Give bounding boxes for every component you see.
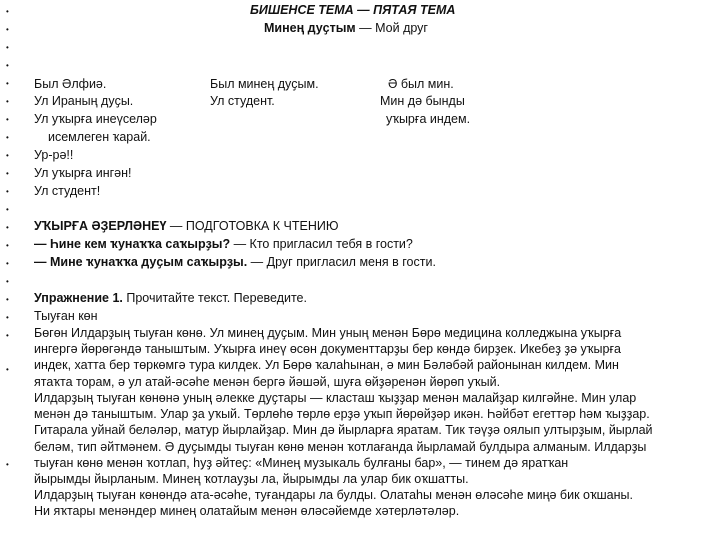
bullet: •: [6, 295, 9, 304]
col1-line: Был Әлфиә.: [34, 77, 107, 91]
col1-line: Ул студент!: [34, 184, 101, 198]
prep-answer-russian: — Друг пригласил меня в гости.: [247, 255, 436, 269]
bullet: •: [6, 187, 9, 196]
bullet: •: [6, 25, 9, 34]
col1-line: исемлеген ҡарай.: [48, 130, 151, 144]
prep-question-bashkir: — Һине кем ҡунаҡҡа саҡырҙы?: [34, 237, 231, 251]
paragraph-line: Бөгөн Илдарҙың тыуған көнө. Ул минең дуҫым. Мин уның менән Бөрө медицина колледжына уҡырға: [34, 326, 622, 340]
bullet: •: [6, 151, 9, 160]
bullet: •: [6, 331, 9, 340]
bullet: •: [6, 313, 9, 322]
paragraph-2: [34, 390, 714, 487]
paragraph-3: [34, 487, 714, 519]
exercise-instruction: Прочитайте текст. Переведите.: [122, 291, 307, 305]
bullet: •: [6, 43, 9, 52]
paragraph-1: [34, 325, 714, 390]
prep-question: [34, 236, 413, 252]
prep-heading: [34, 218, 338, 234]
paragraph-line: йырымды йырланым. Минең ҡотлауҙы ла, йырымды ла улар бик оҡшатты.: [34, 472, 469, 487]
bullet: •: [6, 223, 9, 232]
bullet: •: [6, 205, 9, 214]
paragraph-line: тыуған көнө менән ҡотлап, һуҙ әйтеҫ: «Минең музыкаль булғаны бар», — тинем дә яратҡан: [34, 455, 569, 470]
bullet: •: [6, 277, 9, 286]
col3-line: Ә был мин.: [388, 77, 454, 91]
paragraph-line: Ни яҡтары менәндер минең олатайым менән өләсәйемде хәтерләтәләр.: [34, 504, 460, 519]
bullet: •: [6, 7, 9, 16]
bullet: •: [6, 259, 9, 268]
paragraph-line: индек, хатта бер төркөмгә тура килдек. Ул Бөрө ҡалаһынан, ә мин Бәләбәй районынан килдем. Мин: [34, 358, 619, 373]
page-subtitle: [264, 20, 428, 36]
col3-line: уҡырға индем.: [386, 112, 471, 126]
paragraph-line: Гитарала уйнай беләләр, матур йырлайҙар. Мин дә йырларға яратам. Тик тәүҙә оялып ултырҙым, йырлай: [34, 423, 653, 438]
subtitle-bashkir: Минең дуҫтым: [264, 21, 356, 35]
prep-answer-bashkir: — Мине ҡунаҡҡа дуҫым саҡырҙы.: [34, 255, 248, 269]
prep-answer: [34, 254, 436, 270]
bullet: •: [6, 61, 9, 70]
bullet: •: [6, 365, 9, 374]
bullet: •: [6, 133, 9, 142]
text-title: Тыуған көн: [34, 309, 98, 323]
paragraph-line: Илдарҙың тыуған көнөндә ата-әсәһе, туғандары ла булды. Олатаһы менән өләсәһе миңә бик оҡшаны.: [34, 488, 633, 502]
col1-line: Ул уҡырға инеүселәр: [34, 112, 157, 126]
col1-line: Ул уҡырға ингән!: [34, 166, 132, 180]
bullet: •: [6, 115, 9, 124]
subtitle-russian: — Мой друг: [355, 21, 428, 35]
col1-line: Ур-рә!!: [34, 148, 74, 162]
page-title: БИШЕНСЕ ТЕМА — ПЯТАЯ ТЕМА: [250, 3, 456, 17]
bullet: •: [6, 169, 9, 178]
col2-line: Был минең дуҫым.: [210, 77, 319, 91]
prep-heading-russian: — ПОДГОТОВКА К ЧТЕНИЮ: [166, 219, 339, 233]
col1-line: Ул Ираның дуҫы.: [34, 94, 134, 108]
exercise-heading: [34, 290, 307, 306]
paragraph-line: менән дә таныштым. Улар ҙа уҡый. Төрлөһө төрлө ерҙә уҡып йөрөйҙәр икән. Һәйбәт егеттәр һәм ҡыҙҙар.: [34, 407, 650, 422]
prep-heading-bashkir: УҠЫРҒА ӘҘЕРЛӘНЕҮ: [34, 219, 167, 233]
prep-question-russian: — Кто пригласил тебя в гости?: [230, 237, 413, 251]
col3-line: Мин дә бынды: [380, 94, 465, 108]
bullet: •: [6, 241, 9, 250]
paragraph-line: беләм, тип әйтмәнем. Ә дуҫымды тыуған көнө менән ҡотлағанда йырламай булдыра алманым. Илдарҙы: [34, 439, 647, 454]
paragraph-line: ятаҡта торам, ә ул атай-әсәһе менән бергә йәшәй, шуға өйҙәренән йөрөп уҡый.: [34, 374, 501, 389]
paragraph-line: ингергә йөрөгәндә таныштым. Уҡырға инеү өсөн документтарҙы бер көндә бирҙек. Икебеҙ ҙә уҡырға: [34, 342, 621, 357]
bullet: •: [6, 79, 9, 88]
bullet: •: [6, 97, 9, 106]
col2-line: Ул студент.: [210, 94, 275, 108]
paragraph-line: Илдарҙың тыуған көнөнә уның әлекке дуҫтары — класташ ҡыҙҙар менән малайҙар килгәйне. Мин улар: [34, 391, 637, 405]
exercise-label: Упражнение 1.: [34, 291, 123, 305]
bullet: •: [6, 460, 9, 469]
